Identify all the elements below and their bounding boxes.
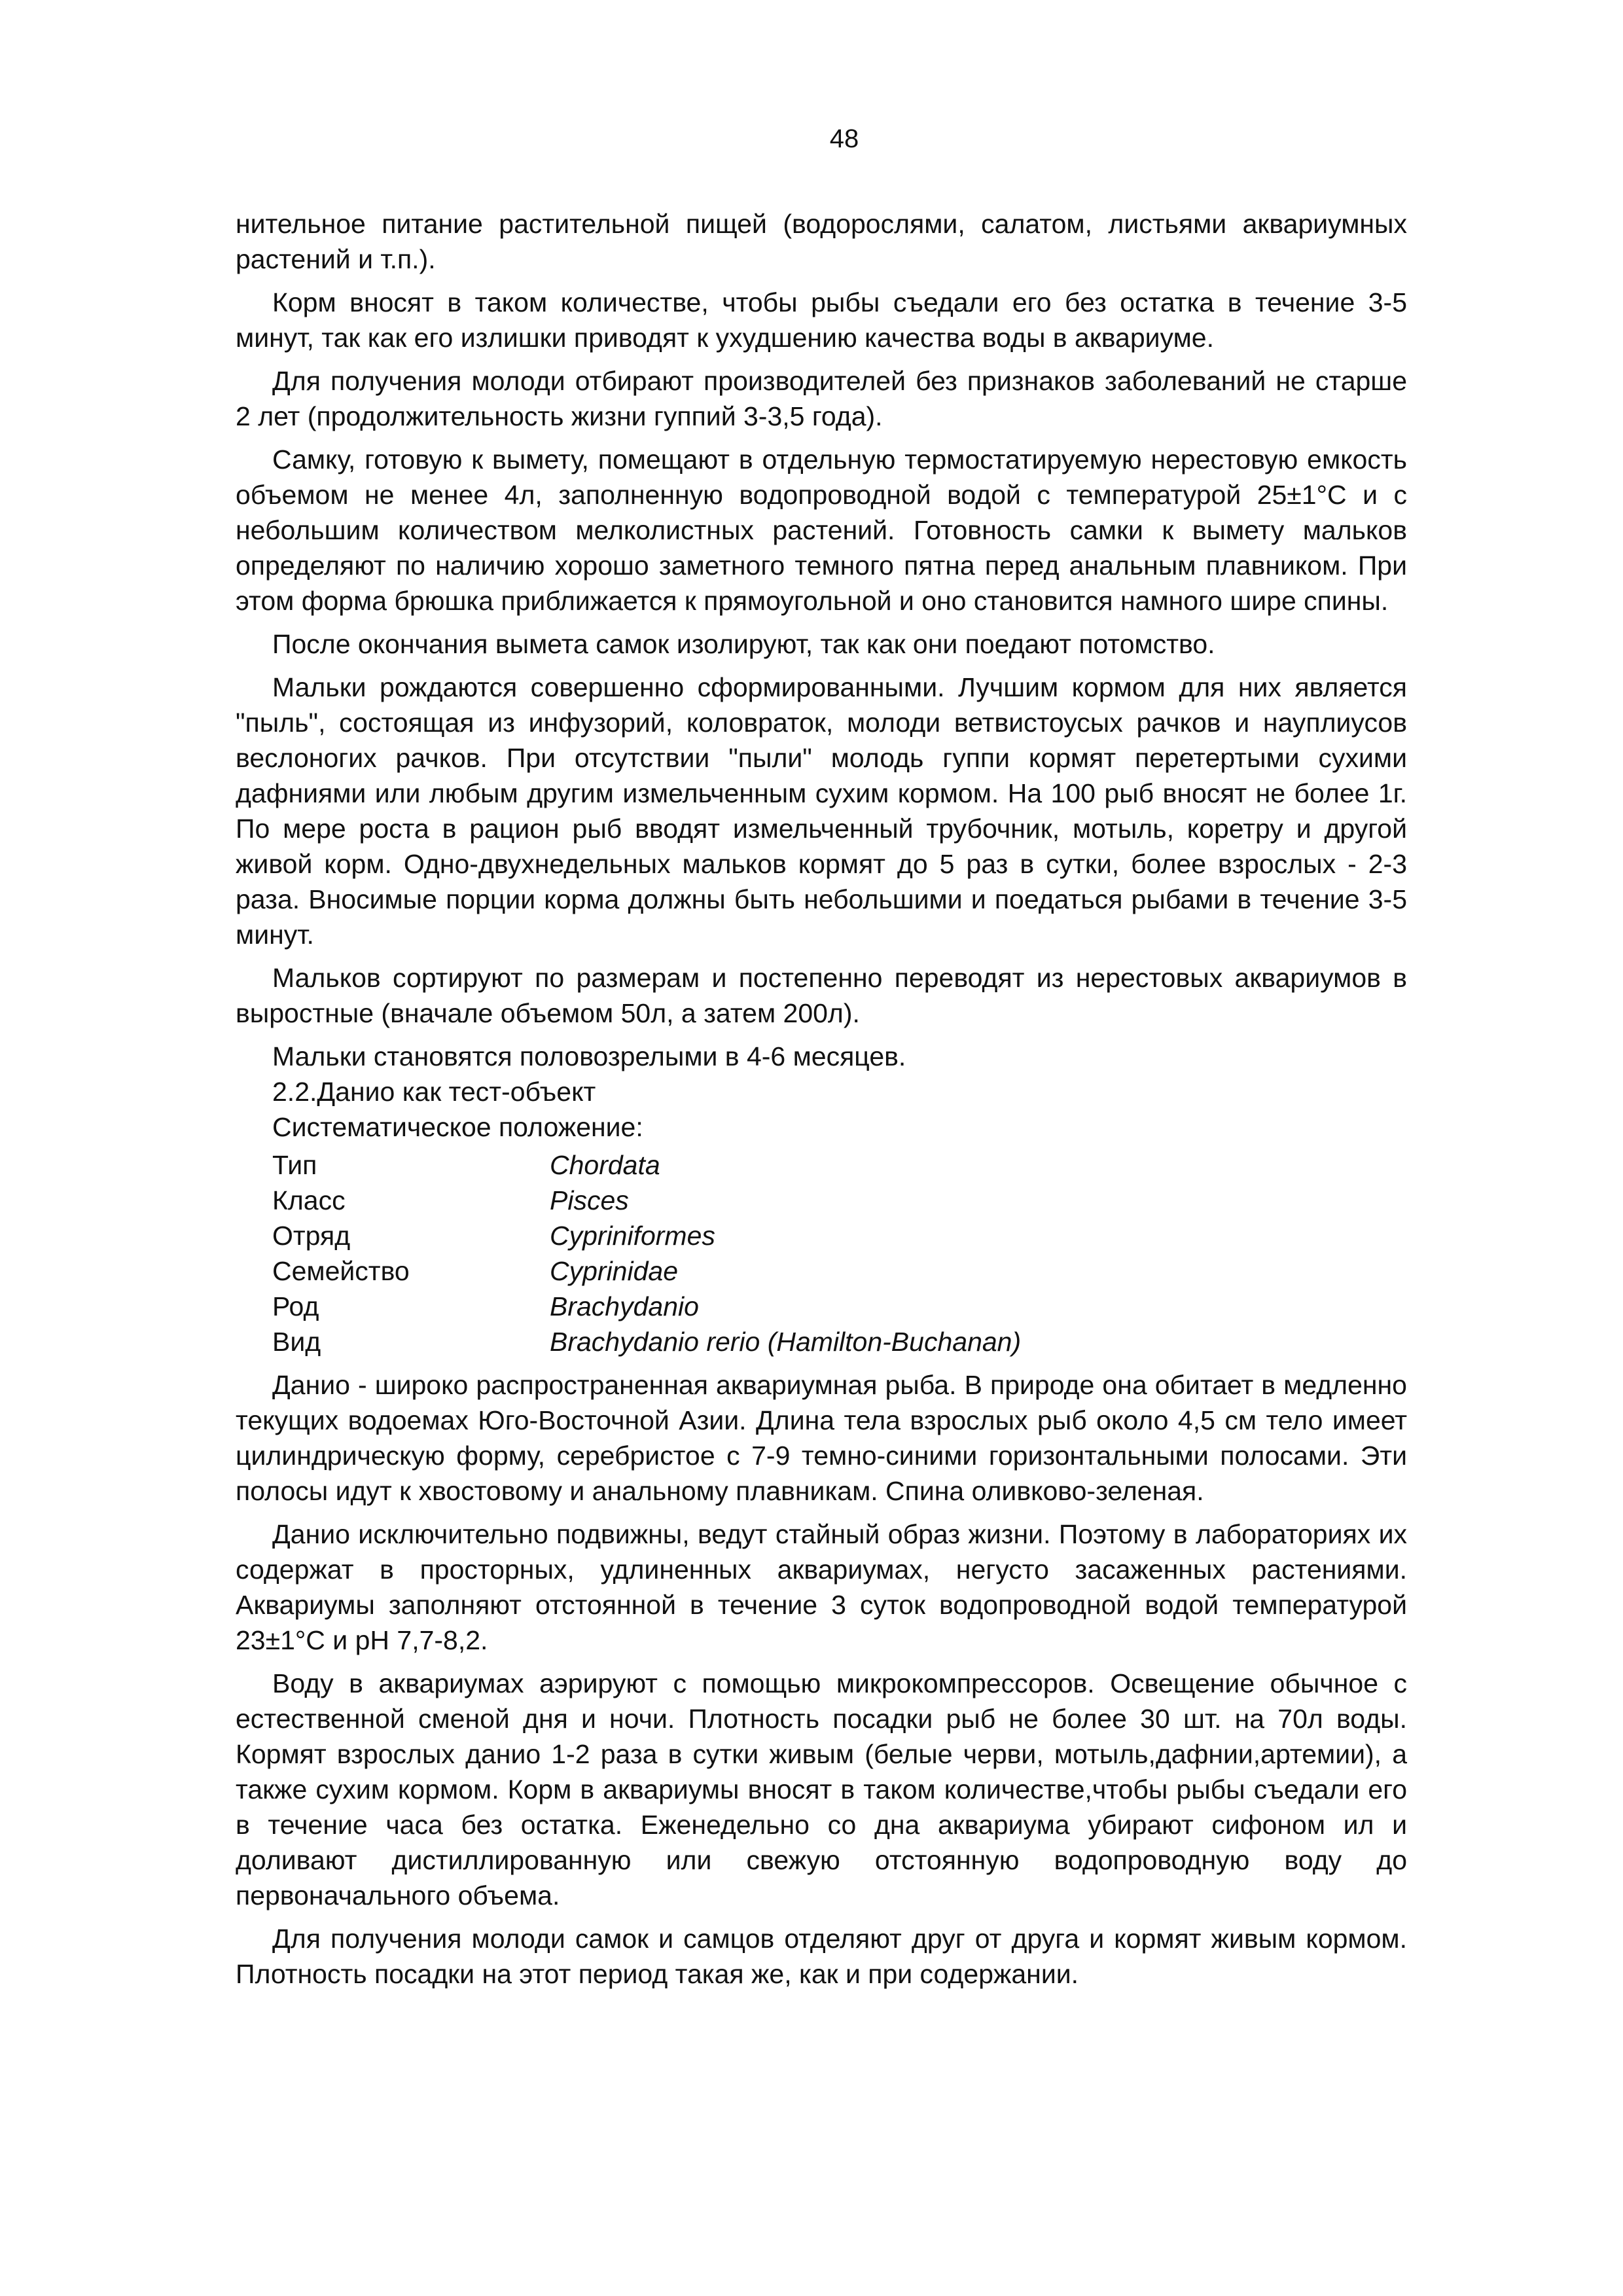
maturity-line: Мальки становятся половозрелыми в 4-6 месяцев. [272, 1041, 906, 1071]
paragraph: Корм вносят в таком количестве, чтобы рыбы съедали его без остатка в течение 3-5 минут, так как его излишки приводят к ухудшению качества воды в аквариуме. [236, 287, 1407, 353]
taxonomy-row [272, 1324, 1021, 1359]
paragraph: Воду в аквариумах аэрируют с помощью микрокомпрессоров. Освещение обычное с естественной сменой дня и ночи. Плотность посадки рыб не более 30 шт. на 70л воды. Кормят взрослых данио 1-2 раза в сутки живым (белые черви, мотыль,дафнии,артемии), а также сухим кормом. Корм в аквариумы вносят в таком количестве,чтобы рыбы съедали его в течение часа без остатка. Еженедельно со дна аквариума убирают сифоном ил и доливают дистиллированную или свежую отстоянную водопроводную воду до первоначального объема. [236, 1668, 1407, 1910]
taxonomy-row [272, 1253, 1021, 1289]
systematics-label: Систематическое положение: [272, 1112, 643, 1142]
taxonomy-row [272, 1218, 1021, 1253]
paragraph: Для получения молоди отбирают производителей без признаков заболеваний не старше 2 лет (продолжительность жизни гуппий 3-3,5 года). [236, 366, 1407, 431]
page-number: 48 [829, 124, 859, 153]
paragraph: Данио - широко распространенная аквариумная рыба. В природе она обитает в медленно текущих водоемах Юго-Восточной Азии. Длина тела взрослых рыб около 4,5 см тело имеет цилиндрическую форму, серебристое с 7-9 темно-синими горизонтальными полосами. Эти полосы идут к хвостовому и анальному плавникам. Спина оливково-зеленая. [236, 1370, 1407, 1506]
paragraph: Данио исключительно подвижны, ведут стайный образ жизни. Поэтому в лабораториях их содержат в просторных, удлиненных аквариумах, негусто засаженных растениями. Аквариумы заполняют отстоянной в течение 3 суток водопроводной водой температурой 23±1°С и рН 7,7-8,2. [236, 1519, 1407, 1655]
paragraph: Мальков сортируют по размерам и постепенно переводят из нерестовых аквариумов в выростные (вначале объемом 50л, а затем 200л). [236, 963, 1407, 1028]
taxonomy-row [272, 1289, 1021, 1324]
paragraph: После окончания вымета самок изолируют, так как они поедают потомство. [272, 629, 1215, 659]
taxonomy-name: Brachydanio [550, 1291, 699, 1321]
document-page [236, 124, 1407, 2000]
taxonomy-rank: Семейство [272, 1256, 410, 1286]
taxonomy-row [272, 1147, 1021, 1183]
paragraph: нительное питание растительной пищей (водорослями, салатом, листьями аквариумных растений и т.п.). [236, 209, 1407, 274]
taxonomy-rank: Класс [272, 1185, 346, 1215]
taxonomy-name: Chordata [550, 1150, 660, 1180]
taxonomy-table [272, 1147, 1021, 1359]
section-heading: 2.2.Данио как тест-объект [272, 1077, 596, 1107]
paragraph: Для получения молоди самок и самцов отделяют друг от друга и кормят живым кормом. Плотность посадки на этот период такая же, как и при содержании. [236, 1924, 1407, 1989]
taxonomy-name: Brachydanio rerio (Hamilton-Buchanan) [550, 1327, 1022, 1357]
taxonomy-name: Pisces [550, 1185, 629, 1215]
taxonomy-rank: Вид [272, 1327, 321, 1357]
taxonomy-rank: Отряд [272, 1221, 351, 1251]
body-text [236, 206, 1407, 1992]
taxonomy-name: Cyprinidae [550, 1256, 678, 1286]
taxonomy-rank: Тип [272, 1150, 317, 1180]
paragraph: Мальки рождаются совершенно сформированными. Лучшим кормом для них является "пыль", состоящая из инфузорий, коловраток, молоди ветвистоусых рачков и науплиусов веслоногих рачков. При отсутствии "пыли" молодь гуппи кормят перетертыми сухими дафниями или любым другим измельченным сухим кормом. На 100 рыб вносят не более 1г. По мере роста в рацион рыб вводят измельченный трубочник, мотыль, коретру и другой живой корм. Одно-двухнедельных мальков кормят до 5 раз в сутки, более взрослых - 2-3 раза. Вносимые порции корма должны быть небольшими и поедаться рыбами в течение 3-5 минут. [236, 672, 1407, 950]
paragraph: Самку, готовую к вымету, помещают в отдельную термостатируемую нерестовую емкость объемом не менее 4л, заполненную водопроводной водой с температурой 25±1°С и с небольшим количеством мелколистных растений. Готовность самки к вымету мальков определяют по наличию хорошо заметного темного пятна перед анальным плавником. При этом форма брюшка приближается к прямоугольной и оно становится намного шире спины. [236, 444, 1407, 616]
taxonomy-rank: Род [272, 1291, 319, 1321]
taxonomy-row [272, 1183, 1021, 1218]
taxonomy-name: Cypriniformes [550, 1221, 715, 1251]
